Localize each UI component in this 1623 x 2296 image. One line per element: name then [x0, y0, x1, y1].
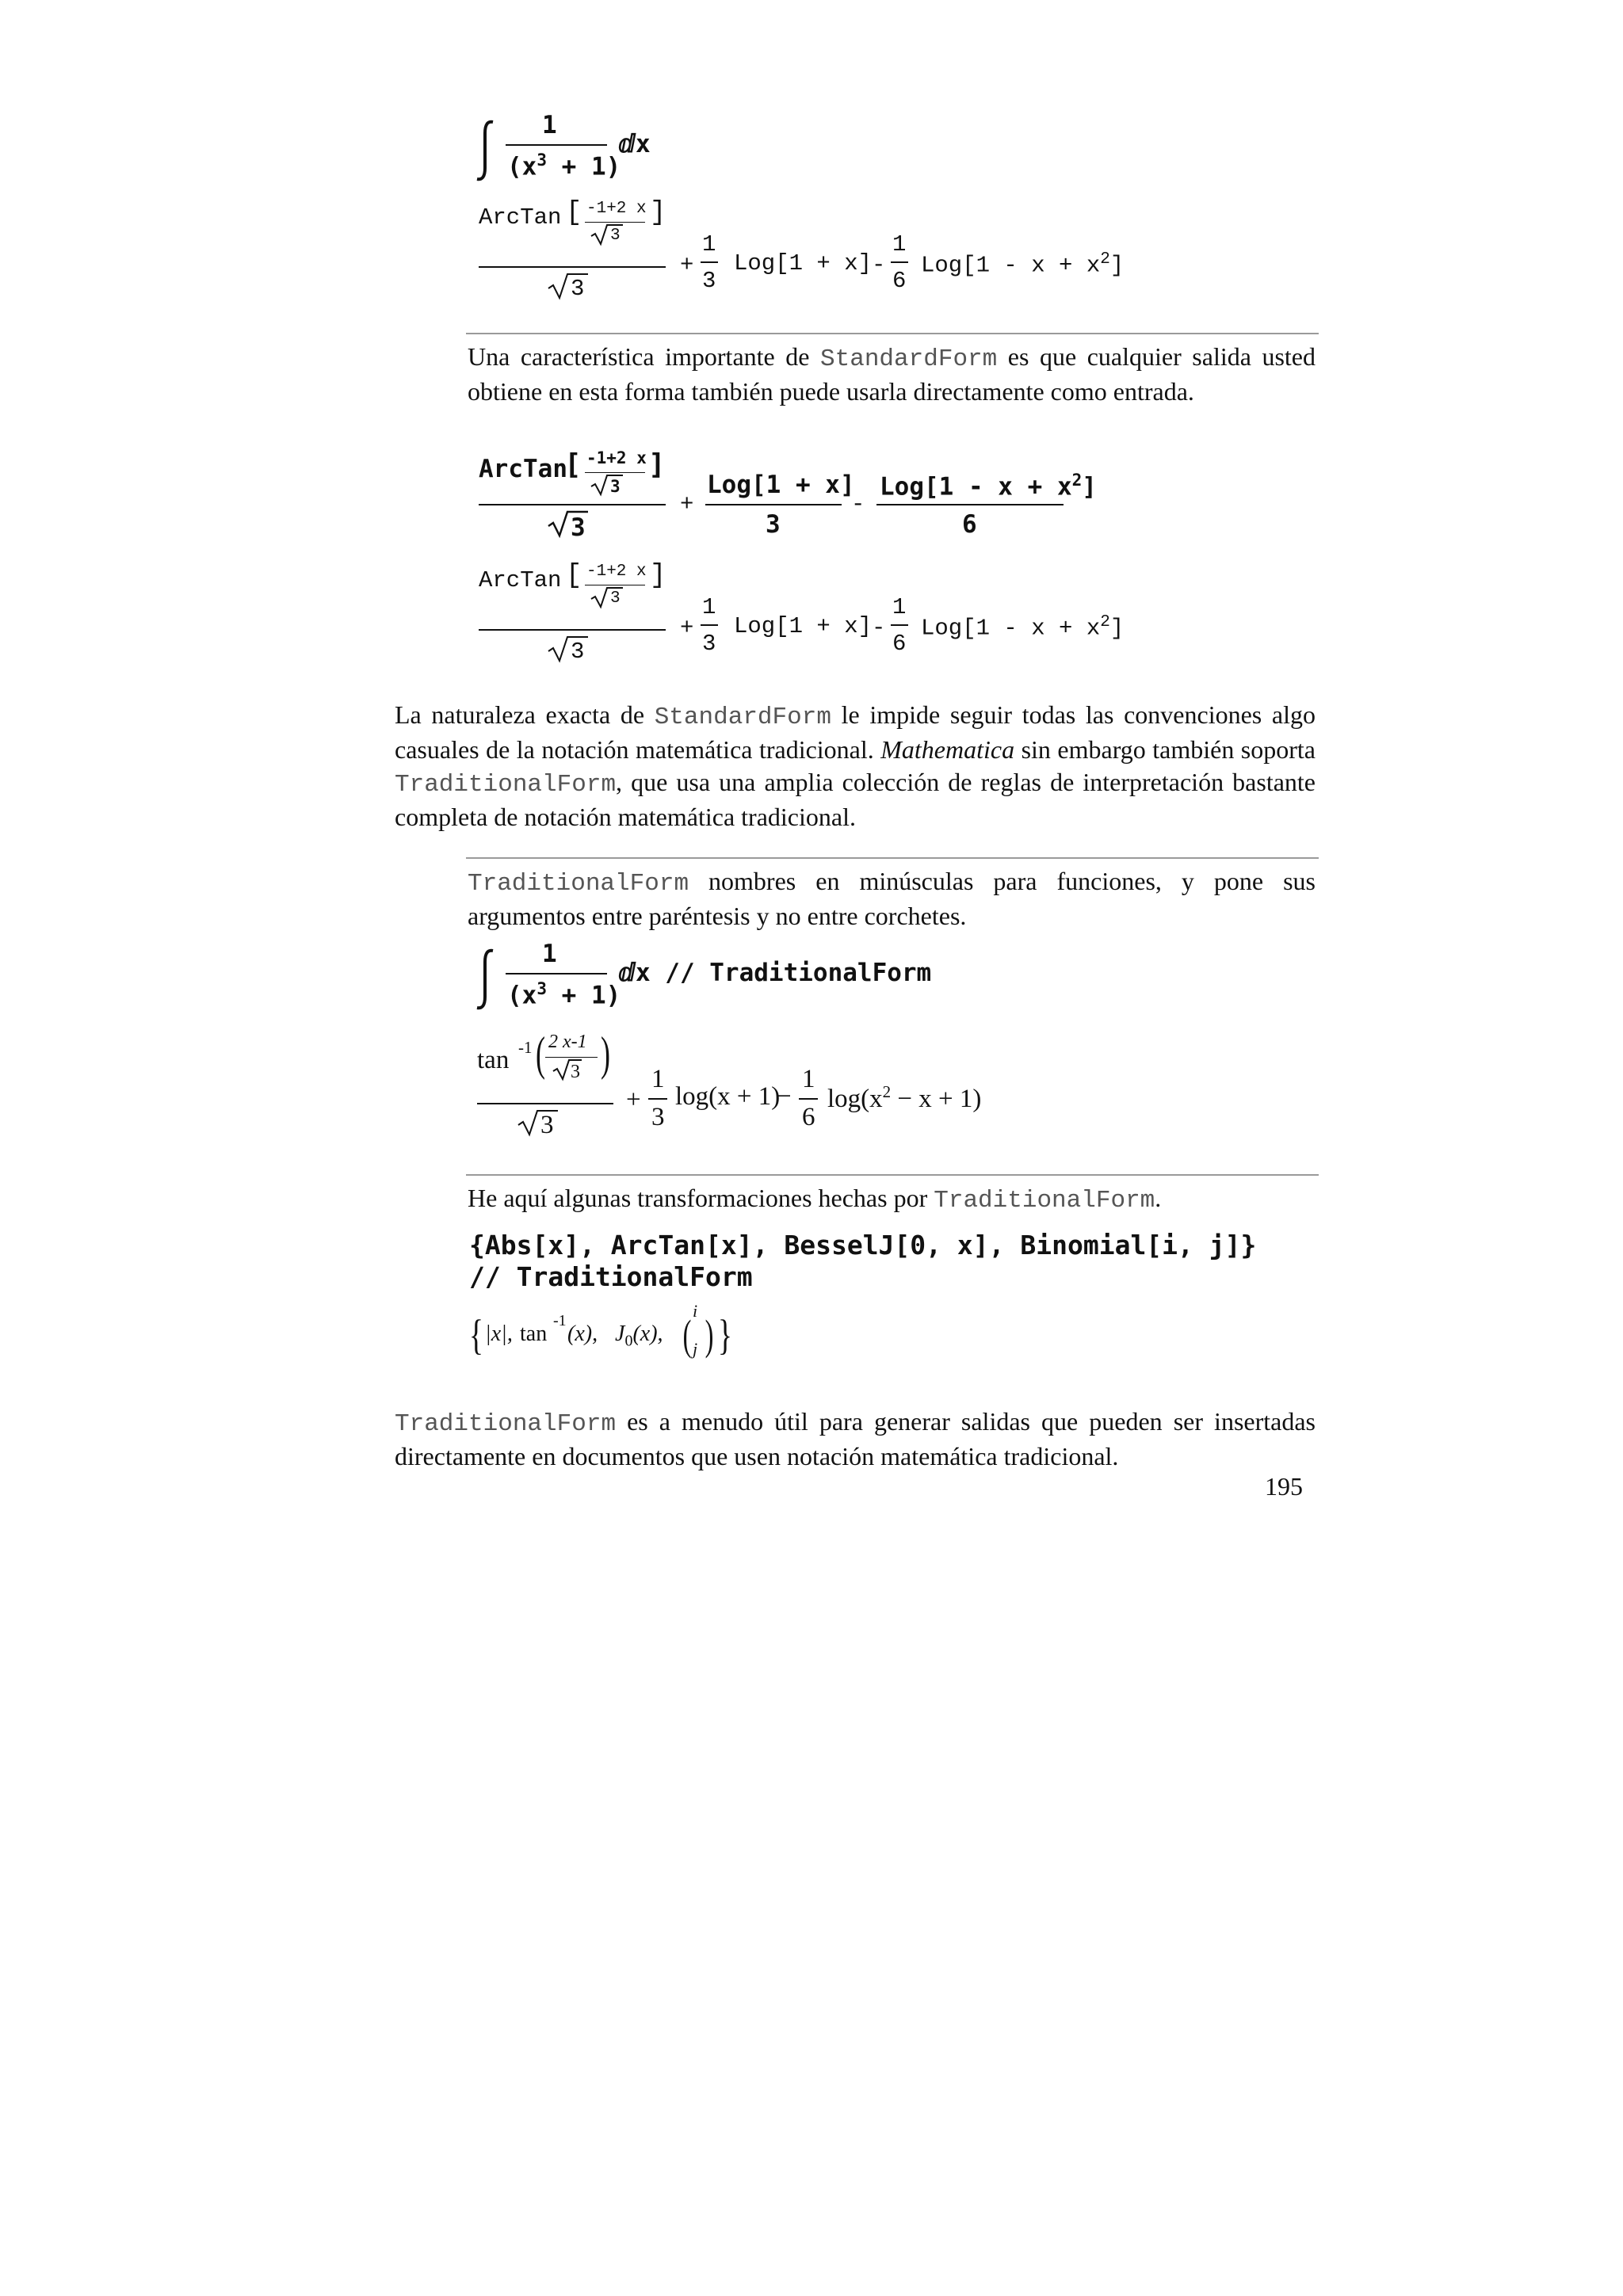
- paragraph-traditionalform-usefulness: TraditionalForm es a menudo útil para generar salidas que pueden ser insertadas directamente en documentos que usen notación matemática tradicional.: [395, 1407, 1316, 1470]
- paragraph-transformations: He aquí algunas transformaciones hechas por TraditionalForm.: [468, 1184, 1162, 1215]
- log2-bold: $Log[1 - x + x^2]$: [880, 471, 1097, 502]
- integral-sign: [475, 119, 499, 182]
- log1: log(x + 1): [675, 1082, 781, 1111]
- integrand-denominator: $(x^3 + 1)$: [507, 979, 621, 1010]
- sqrt-arg: 3: [571, 513, 586, 542]
- integrand-denominator: $(x^3 + 1)$: [507, 151, 621, 181]
- arctan-arg-numerator: -1+2 x: [586, 200, 647, 218]
- section-divider: [466, 1174, 1319, 1176]
- sqrt-arg-small: 3: [610, 589, 621, 608]
- frac2-denominator: 6: [892, 631, 907, 657]
- tan-arg: (x),: [567, 1322, 598, 1346]
- log2-denominator: 6: [962, 510, 977, 539]
- arctan-arg-numerator: -1+2 x: [586, 563, 647, 581]
- frac1-denominator: 3: [702, 631, 716, 657]
- tan-arg-bar: [545, 1057, 598, 1058]
- integral-sign: [475, 948, 499, 1011]
- frac2-bar: [799, 1098, 818, 1100]
- open-bracket: [: [566, 198, 582, 228]
- frac2-numerator: 1: [892, 231, 907, 257]
- fraction-bar: [506, 144, 607, 146]
- arctan-arg-numerator: -1+2 x: [586, 448, 647, 467]
- minus-sign: −: [777, 1082, 792, 1111]
- minus-sign: -: [872, 252, 886, 278]
- bessel-output: $J_0(x)$,: [615, 1322, 663, 1350]
- main-fraction-bar: [477, 1103, 613, 1104]
- frac2-denominator: 6: [802, 1103, 815, 1131]
- close-bracket: ]: [650, 561, 666, 591]
- frac1-numerator: 1: [702, 594, 716, 620]
- main-fraction-bar: [479, 629, 666, 631]
- open-bracket: [: [564, 448, 582, 481]
- close-paren: ): [600, 1028, 610, 1080]
- main-fraction-bar: [479, 266, 666, 268]
- transformations-input: [469, 1230, 1256, 1293]
- frac2-bar: [891, 261, 908, 263]
- differential-traditionalform: ⅆx // TraditionalForm: [618, 959, 932, 987]
- close-bracket: ]: [648, 448, 666, 481]
- frac1-bar: [701, 624, 718, 626]
- plus-sign: +: [680, 615, 694, 641]
- sqrt-arg: 3: [540, 1111, 554, 1139]
- paragraph-traditionalform-intro: La naturaleza exacta de StandardForm le impide seguir todas las convenciones algo casuales de la notación matemática tradicional. Mathematica sin embargo también soporta TraditionalForm, que usa una amplia colección de reglas de interpretación bastante completa de notación matemática tradicional.: [395, 700, 1316, 831]
- binom-top: i: [693, 1301, 698, 1321]
- main-fraction-bar: [479, 504, 666, 505]
- minus-sign: -: [872, 615, 886, 641]
- sqrt-arg-small: 3: [610, 477, 621, 496]
- log1: Log[1 + x]: [734, 613, 873, 639]
- arctan-label: ArcTan: [479, 204, 562, 231]
- tan-label: tan: [520, 1322, 548, 1346]
- fraction-bar: [506, 973, 607, 974]
- plus-sign: +: [680, 252, 694, 278]
- frac2-bar: [891, 624, 908, 626]
- log1: Log[1 + x]: [734, 250, 873, 277]
- sqrt-arg: 3: [571, 639, 585, 665]
- open-brace: {: [468, 1311, 484, 1359]
- log2: $Log[1 - x + x^2]$: [921, 613, 1125, 642]
- binom-bottom: j: [693, 1339, 698, 1359]
- arctan-arg-bar: [585, 222, 645, 223]
- close-bracket: ]: [650, 198, 666, 228]
- log1-bar: [705, 504, 842, 505]
- arctan-label: ArcTan: [479, 567, 562, 593]
- section-divider: [466, 857, 1319, 859]
- sqrt-arg-small: 3: [571, 1062, 580, 1082]
- tan-arg-numerator: 2 x-1: [548, 1032, 587, 1052]
- arctan-label-bold: ArcTan: [479, 455, 567, 483]
- frac1-bar: [701, 261, 718, 263]
- section-divider: [466, 333, 1319, 334]
- differential: ⅆx: [618, 130, 651, 158]
- open-paren-binom: (: [682, 1311, 692, 1359]
- frac2-numerator: 1: [892, 594, 907, 620]
- frac1-bar: [648, 1098, 667, 1100]
- log1-bold: Log[1 + x]: [707, 471, 855, 499]
- frac1-numerator: 1: [651, 1065, 665, 1093]
- log2: $Log[1 - x + x^2]$: [921, 250, 1125, 279]
- log1-denominator: 3: [766, 510, 781, 539]
- frac1-denominator: 3: [702, 268, 716, 294]
- tan-exponent: -1: [553, 1312, 567, 1329]
- frac2-numerator: 1: [802, 1065, 815, 1093]
- frac1-numerator: 1: [702, 231, 716, 257]
- plus-sign: +: [680, 491, 694, 517]
- sqrt-arg-small: 3: [610, 227, 621, 245]
- plus-sign: +: [626, 1085, 641, 1114]
- arctan-arg-bar: [585, 472, 645, 473]
- log2: $\log(x^2 - x + 1)$: [827, 1082, 982, 1113]
- input-line-2: // TraditionalForm: [469, 1261, 753, 1292]
- abs-output: |x|,: [485, 1322, 513, 1346]
- integrand-numerator: 1: [542, 111, 557, 139]
- open-bracket: [: [566, 561, 582, 591]
- integrand-numerator: 1: [542, 940, 557, 968]
- input-line-1: {Abs[x], ArcTan[x], BesselJ[0, x], Binomial[i, j]}: [469, 1230, 1257, 1261]
- close-brace: }: [717, 1311, 733, 1359]
- paragraph-standardform-intro: Una característica importante de StandardForm es que cualquier salida usted obtiene en esta forma también puede usarla directamente como entrada.: [468, 342, 1316, 406]
- paragraph-traditionalform-rules: TraditionalForm nombres en minúsculas para funciones, y pone sus argumentos entre paréntesis y no entre corchetes.: [468, 867, 1316, 930]
- sqrt-arg: 3: [571, 276, 585, 302]
- minus-sign: -: [851, 491, 865, 517]
- page-number: 195: [1265, 1472, 1303, 1501]
- log2-bar: [876, 504, 1064, 505]
- frac2-denominator: 6: [892, 268, 907, 294]
- tan-label: tan: [477, 1046, 510, 1074]
- frac1-denominator: 3: [651, 1103, 665, 1131]
- open-paren: (: [535, 1028, 545, 1080]
- close-paren-binom: ): [705, 1311, 714, 1359]
- tan-exponent: -1: [518, 1038, 533, 1057]
